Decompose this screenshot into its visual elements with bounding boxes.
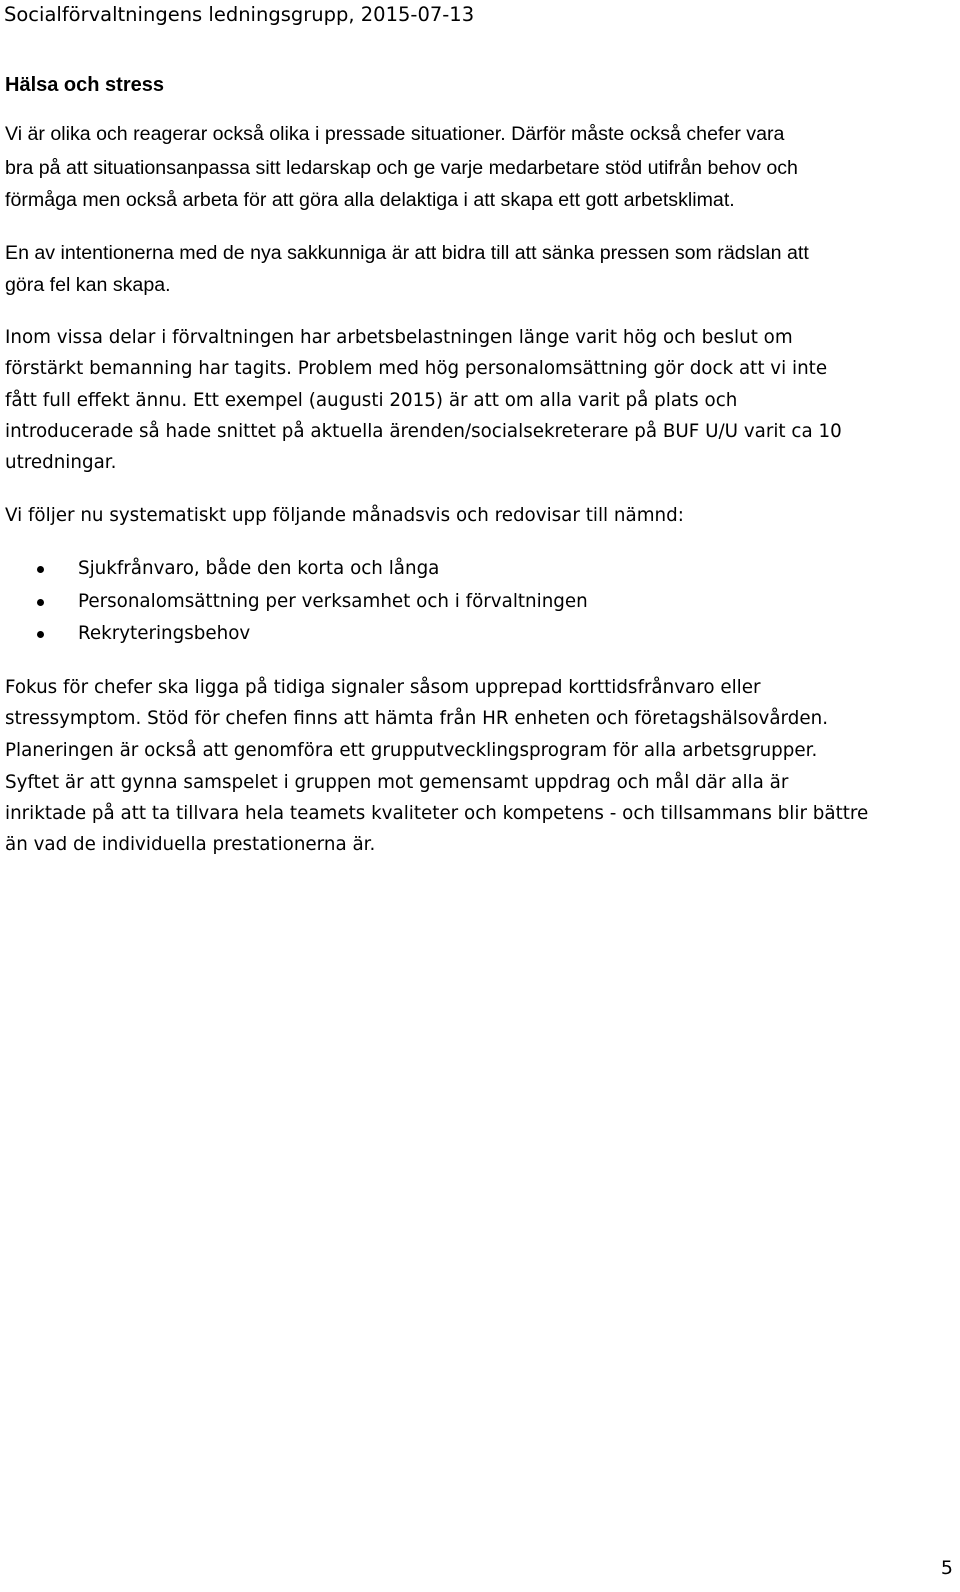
- bullet-marker: [37, 631, 44, 638]
- paragraph-1-line-3: förmåga men också arbeta för att göra alla delaktiga i att skapa ett gott arbetsklimat.: [5, 189, 735, 211]
- bullet-item: Sjukfrånvaro, både den korta och långa: [78, 558, 440, 579]
- paragraph-1-line-1: Vi är olika och reagerar också olika i pressade situationer. Därför måste också chefer vara: [5, 123, 785, 145]
- page-header: Socialförvaltningens ledningsgrupp, 2015-07-13: [4, 3, 475, 26]
- paragraph-5-line-1: Fokus för chefer ska ligga på tidiga signaler såsom upprepad korttidsfrånvaro eller: [5, 677, 761, 698]
- paragraph-3-line-4: introducerade så hade snittet på aktuella ärenden/socialsekreterare på BUF U/U varit ca 10: [5, 421, 842, 442]
- paragraph-3-line-1: Inom vissa delar i förvaltningen har arbetsbelastningen länge varit hög och beslut om: [5, 327, 793, 348]
- paragraph-5-line-3: Planeringen är också att genomföra ett grupputvecklingsprogram för alla arbetsgrupper.: [5, 740, 818, 761]
- bullet-marker: [37, 566, 44, 573]
- paragraph-3-line-3: fått full effekt ännu. Ett exempel (augusti 2015) är att om alla varit på plats och: [5, 390, 738, 411]
- paragraph-5-line-4: Syftet är att gynna samspelet i gruppen mot gemensamt uppdrag och mål där alla är: [5, 772, 789, 793]
- paragraph-2-line-2: göra fel kan skapa.: [5, 274, 171, 296]
- page-number: 5: [940, 1557, 953, 1579]
- paragraph-4-line-1: Vi följer nu systematiskt upp följande månadsvis och redovisar till nämnd:: [5, 505, 684, 526]
- paragraph-5-line-2: stressymptom. Stöd för chefen finns att hämta från HR enheten och företagshälsovården.: [5, 708, 829, 729]
- bullet-item: Rekryteringsbehov: [78, 623, 251, 644]
- bullet-marker: [37, 599, 44, 606]
- paragraph-3-line-2: förstärkt bemanning har tagits. Problem med hög personalomsättning gör dock att vi inte: [5, 358, 828, 379]
- bullet-item: Personalomsättning per verksamhet och i förvaltningen: [78, 591, 588, 612]
- paragraph-2-line-1: En av intentionerna med de nya sakkunniga är att bidra till att sänka pressen som rädslan att: [5, 242, 809, 264]
- paragraph-5-line-6: än vad de individuella prestationerna är.: [5, 834, 376, 855]
- paragraph-3-line-5: utredningar.: [5, 452, 117, 473]
- paragraph-1-line-2: bra på att situationsanpassa sitt ledarskap och ge varje medarbetare stöd utifrån behov och: [5, 157, 798, 179]
- section-heading: Hälsa och stress: [5, 74, 164, 96]
- paragraph-5-line-5: inriktade på att ta tillvara hela teamets kvaliteter och kompetens - och tillsammans blir bättre: [5, 803, 869, 824]
